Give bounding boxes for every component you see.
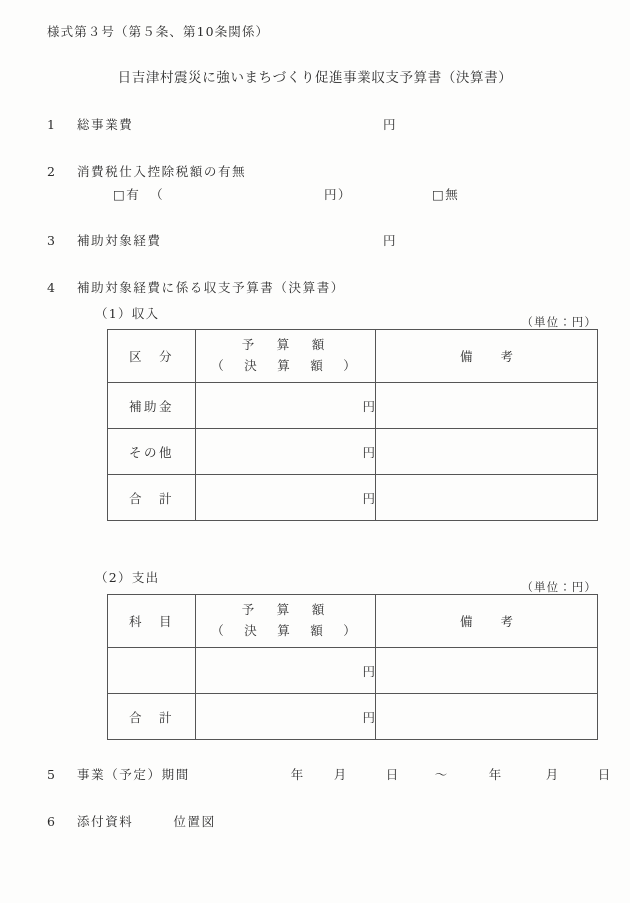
- item-1-number: 1: [47, 117, 57, 132]
- income-row-0-remarks[interactable]: [376, 383, 598, 429]
- expense-table-header-row: [108, 595, 598, 648]
- form-number: 様式第３号（第５条、第10条関係）: [47, 24, 270, 39]
- item-6-attachments: [47, 812, 216, 830]
- amount-paren-open: （: [150, 187, 165, 202]
- item-3-label: 補助対象経費: [77, 233, 162, 248]
- date-range-mark: 〜: [434, 767, 448, 782]
- income-header-category: 区 分: [108, 330, 196, 383]
- item-4-label: 補助対象経費に係る収支予算書（決算書）: [77, 280, 345, 295]
- amount-unit-close: 円）: [324, 187, 352, 202]
- table-row: [108, 475, 598, 521]
- table-row: [108, 383, 598, 429]
- expense-header-amount-line1: 予 算 額: [241, 602, 330, 618]
- start-day-label[interactable]: 日: [385, 767, 399, 782]
- checkbox-yes-icon[interactable]: □: [113, 187, 127, 202]
- item-5-number: 5: [47, 767, 57, 782]
- expense-row-1-amount[interactable]: 円: [196, 694, 376, 740]
- end-day-label[interactable]: 日: [597, 767, 611, 782]
- item-1-label: 総事業費: [77, 117, 134, 132]
- item-3-number: 3: [47, 233, 57, 248]
- item-1-unit: 円: [383, 117, 397, 132]
- expense-row-1-name: 合 計: [108, 694, 196, 740]
- income-row-0-amount[interactable]: 円: [196, 383, 376, 429]
- end-year-label[interactable]: 年: [488, 767, 502, 782]
- income-row-2-amount[interactable]: 円: [196, 475, 376, 521]
- income-row-2-remarks[interactable]: [376, 475, 598, 521]
- expense-row-0-amount[interactable]: 円: [196, 648, 376, 694]
- expense-row-0-remarks[interactable]: [376, 648, 598, 694]
- table-row: [108, 429, 598, 475]
- income-row-1-name: その他: [108, 429, 196, 475]
- option-yes-label: 有: [126, 187, 141, 202]
- item-2-label: 消費税仕入控除税額の有無: [77, 164, 247, 179]
- item-4-budget-statement: [47, 278, 345, 296]
- income-table: [107, 329, 598, 521]
- item-4-number: 4: [47, 280, 57, 295]
- subsection-expense-label: （2）支出: [95, 570, 160, 585]
- income-table-header-row: [108, 330, 598, 383]
- end-month-label[interactable]: 月: [545, 767, 559, 782]
- income-row-1-remarks[interactable]: [376, 429, 598, 475]
- income-header-amount: [196, 330, 376, 383]
- table-row: [108, 694, 598, 740]
- expense-unit-note: （単位：円）: [521, 580, 597, 594]
- project-period-date-line: [280, 765, 630, 783]
- expense-header-amount-line2: （ 決 算 額 ）: [211, 623, 360, 638]
- item-1-total-project-cost: [47, 115, 397, 133]
- income-row-1-amount[interactable]: 円: [196, 429, 376, 475]
- subsection-income-label: （1）収入: [95, 306, 160, 321]
- item-3-unit: 円: [383, 233, 397, 248]
- income-unit-note: （単位：円）: [521, 315, 597, 329]
- income-header-remarks: 備考: [376, 330, 598, 383]
- income-row-2-name: 合 計: [108, 475, 196, 521]
- expense-header-category: 科 目: [108, 595, 196, 648]
- income-row-0-name: 補助金: [108, 383, 196, 429]
- income-header-amount-line1: 予 算 額: [241, 337, 330, 353]
- table-row: [108, 648, 598, 694]
- checkbox-no-icon[interactable]: □: [432, 187, 446, 202]
- expense-header-amount: [196, 595, 376, 648]
- expense-header-remarks: 備考: [376, 595, 598, 648]
- item-5-project-period: [47, 765, 190, 783]
- page-title: 日吉津村震災に強いまちづくり促進事業収支予算書（決算書）: [117, 70, 513, 86]
- option-no-label: 無: [445, 187, 460, 202]
- expense-table: [107, 594, 598, 740]
- item-2-option-no-row: [432, 185, 459, 203]
- item-2-tax-deduction: [47, 162, 246, 180]
- item-6-value: 位置図: [173, 814, 216, 829]
- income-header-amount-line2: （ 決 算 額 ）: [211, 358, 360, 373]
- item-5-label: 事業（予定）期間: [77, 767, 190, 782]
- item-2-option-yes-row: [113, 185, 352, 203]
- item-6-label: 添付資料: [77, 814, 134, 829]
- expense-row-0-name[interactable]: [108, 648, 196, 694]
- start-month-label[interactable]: 月: [333, 767, 347, 782]
- start-year-label[interactable]: 年: [290, 767, 304, 782]
- expense-row-1-remarks[interactable]: [376, 694, 598, 740]
- item-2-number: 2: [47, 164, 57, 179]
- item-6-number: 6: [47, 814, 57, 829]
- item-3-subsidized-expenses: [47, 231, 397, 249]
